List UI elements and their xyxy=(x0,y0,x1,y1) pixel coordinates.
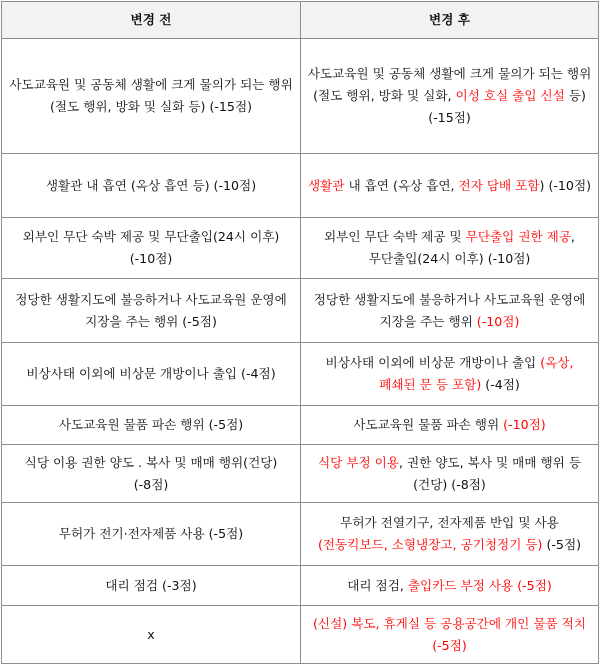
unchanged-text: 사도교육원 및 공동체 생활에 크게 물의가 되는 행위(절도 행위, 방화 및 실화, xyxy=(307,66,592,103)
changed-text: 이성 호실 출입 신설 xyxy=(455,88,565,103)
changed-text: (신설) 복도, 휴게실 등 공용공간에 개인 물품 적치(-5점) xyxy=(313,615,586,653)
before-cell: 사도교육원 물품 파손 행위 (-5점) xyxy=(2,406,301,445)
unchanged-text: 정당한 생활지도에 불응하거나 사도교육원 운영에 지장을 주는 행위 xyxy=(313,291,586,329)
after-cell xyxy=(301,279,599,343)
after-cell xyxy=(301,445,599,503)
unchanged-text: 외부인 무단 숙박 제공 및 xyxy=(323,229,466,244)
changed-text: 무단출입 권한 제공 xyxy=(465,229,571,244)
unchanged-text: 무허가 전열기구, 전자제품 반입 및 사용 xyxy=(340,515,559,530)
after-cell xyxy=(301,606,599,664)
changed-text: (전동킥보드, 소형냉장고, 공기청정기 등) xyxy=(317,537,543,552)
before-cell: 사도교육원 및 공동체 생활에 크게 물의가 되는 행위(절도 행위, 방화 및 실화 등) (-15점) xyxy=(2,39,301,154)
before-cell: 비상사태 이외에 비상문 개방이나 출입 (-4점) xyxy=(2,343,301,406)
changed-text: (-10점) xyxy=(503,417,546,432)
before-cell: 정당한 생활지도에 불응하거나 사도교육원 운영에 지장을 주는 행위 (-5점) xyxy=(2,279,301,343)
unchanged-text: 비상사태 이외에 비상문 개방이나 출입 xyxy=(325,355,541,370)
table-row xyxy=(2,606,599,664)
header-before: 변경 전 xyxy=(2,2,301,39)
table-row xyxy=(2,445,599,503)
after-cell xyxy=(301,406,599,445)
unchanged-text: , 권한 양도, 복사 및 매매 행위 등 (건당) (-8점) xyxy=(398,454,581,492)
after-cell xyxy=(301,503,599,566)
changed-text: 식당 부정 이용 xyxy=(317,454,399,470)
table-row xyxy=(2,406,599,445)
unchanged-text: (-5점) xyxy=(542,537,582,552)
table-row xyxy=(2,343,599,406)
unchanged-text: 대리 점검, xyxy=(347,577,408,593)
before-cell: 식당 이용 권한 양도 . 복사 및 매매 행위(건당) (-8점) xyxy=(2,445,301,503)
before-cell: x xyxy=(2,606,301,664)
table-row xyxy=(2,503,599,566)
after-cell xyxy=(301,218,599,279)
before-cell: 생활관 내 흡연 (옥상 흡연 등) (-10점) xyxy=(2,154,301,218)
changed-text: 생활관 xyxy=(307,177,345,193)
unchanged-text: 사도교육원 물품 파손 행위 xyxy=(353,417,504,432)
before-cell: 외부인 무단 숙박 제공 및 무단출입(24시 이후) (-10점) xyxy=(2,218,301,279)
changed-text: 출입카드 부정 사용 (-5점) xyxy=(407,577,552,593)
header-after: 변경 후 xyxy=(301,2,599,39)
after-cell xyxy=(301,154,599,218)
after-cell xyxy=(301,343,599,406)
table-body xyxy=(2,39,599,664)
unchanged-text: , 무단출입(24시 이후) (-10점) xyxy=(368,229,576,266)
before-cell: 대리 점검 (-3점) xyxy=(2,566,301,606)
changed-text: 전자 담배 포함 xyxy=(458,177,540,193)
changed-text: (-10점) xyxy=(476,313,520,329)
unchanged-text: 내 흡연 (옥상 흡연, xyxy=(344,177,459,193)
after-cell xyxy=(301,566,599,606)
unchanged-text: 등) (-15점) xyxy=(428,88,586,125)
header-row xyxy=(2,2,599,39)
unchanged-text: (-4점) xyxy=(481,377,520,392)
table-row xyxy=(2,218,599,279)
table-row xyxy=(2,39,599,154)
rules-comparison-table xyxy=(1,1,599,664)
changed-text: (옥상, 폐쇄된 문 등 포함) xyxy=(379,355,574,392)
table-row xyxy=(2,279,599,343)
table-row xyxy=(2,154,599,218)
before-cell: 무허가 전기·전자제품 사용 (-5점) xyxy=(2,503,301,566)
table-row xyxy=(2,566,599,606)
after-cell xyxy=(301,39,599,154)
unchanged-text: ) (-10점) xyxy=(539,177,592,193)
